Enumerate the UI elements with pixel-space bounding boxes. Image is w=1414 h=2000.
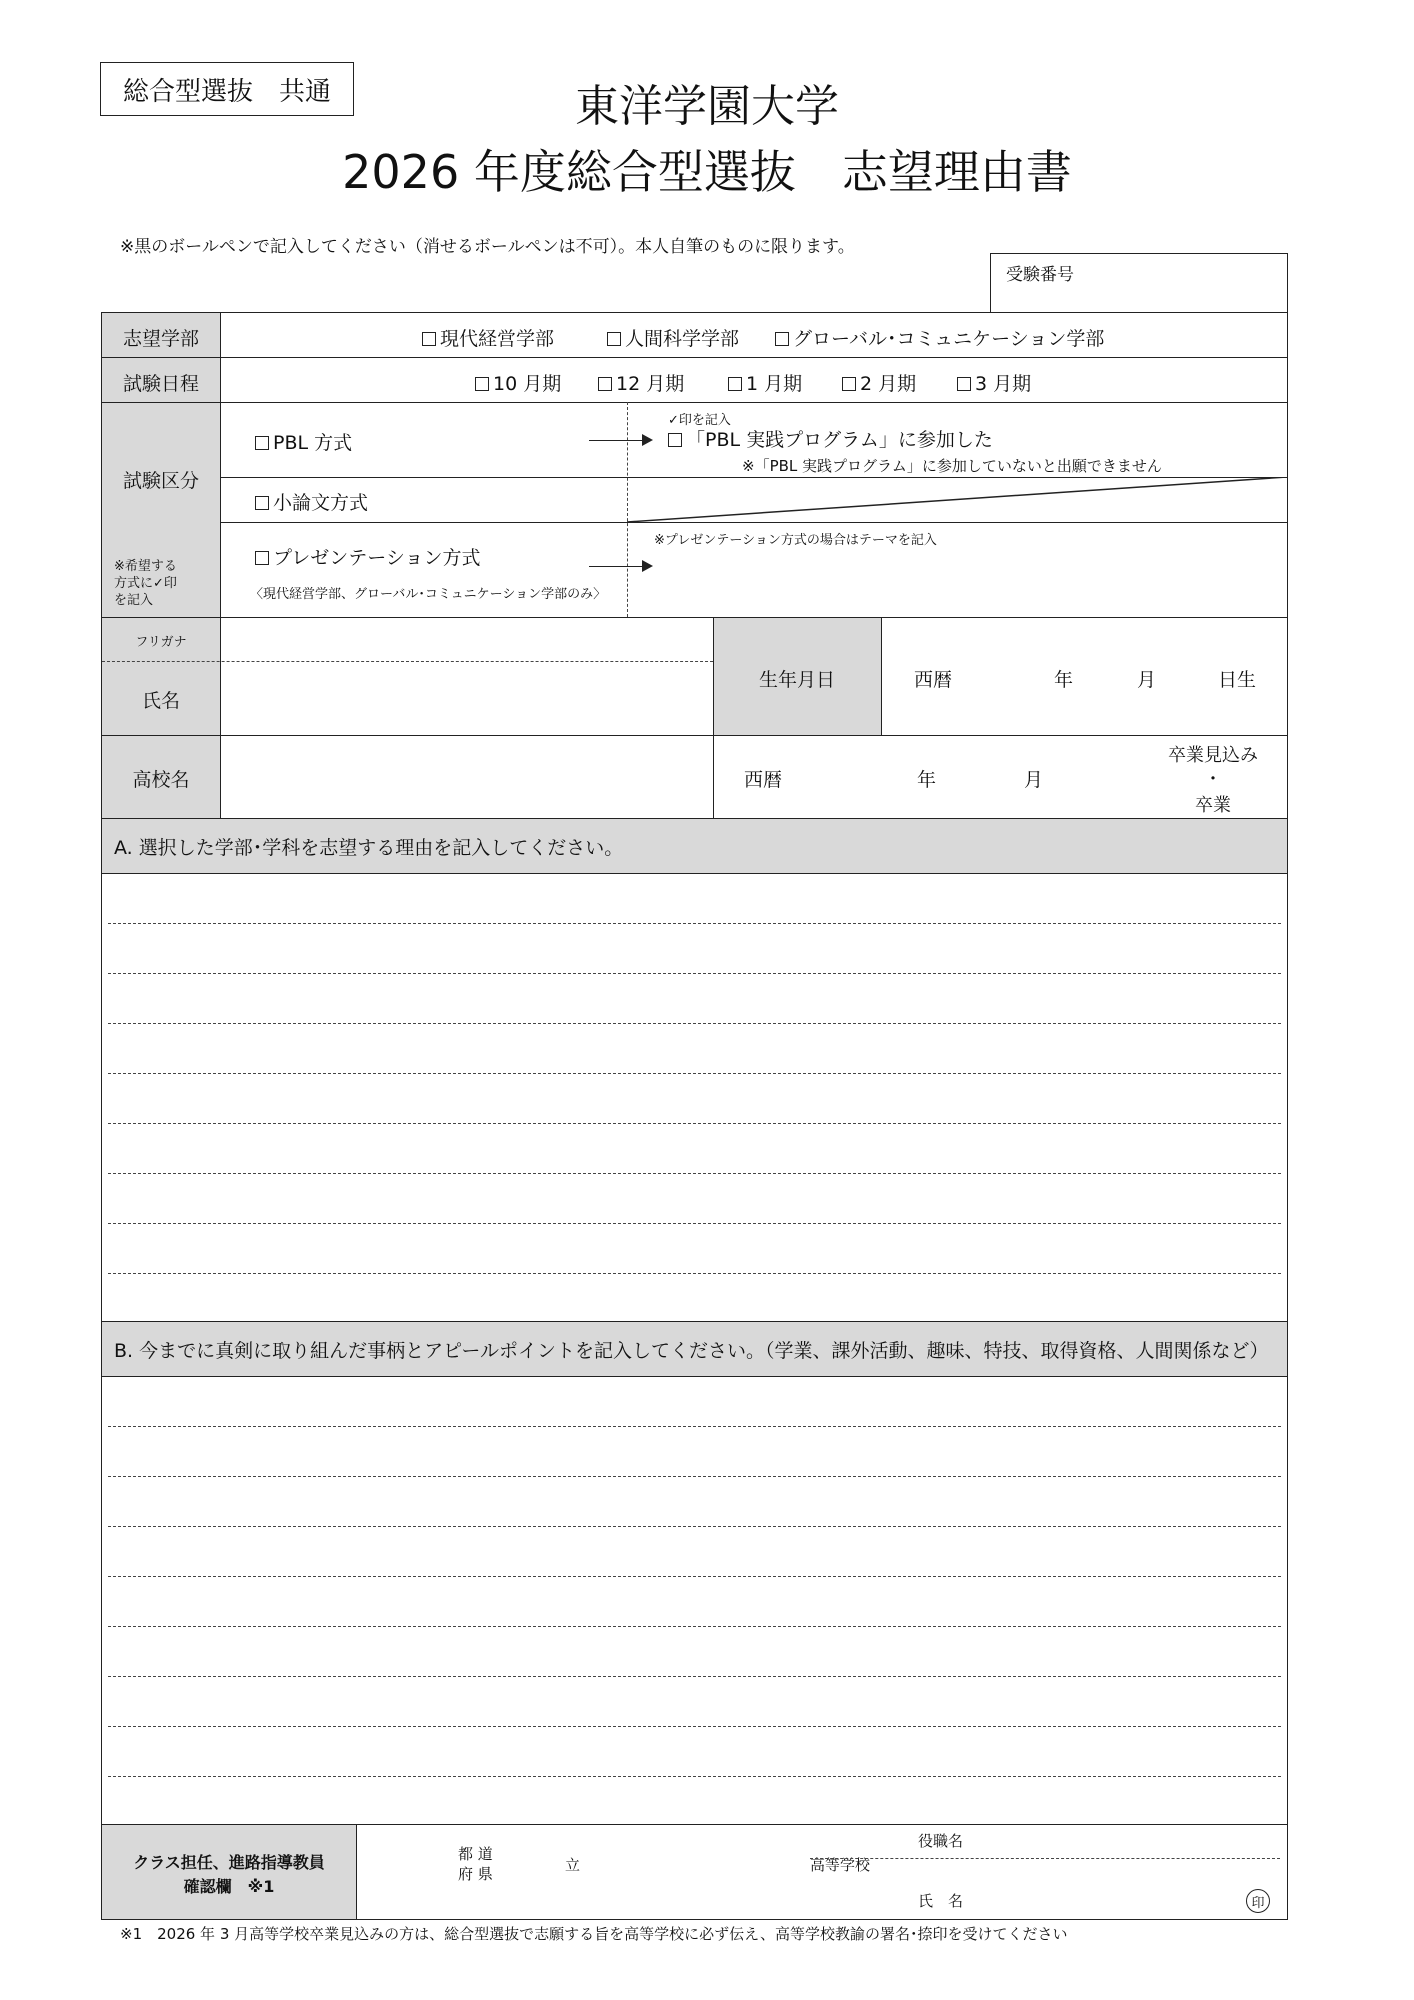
checkbox-icon bbox=[842, 377, 856, 391]
checkbox-icon bbox=[957, 377, 971, 391]
exam-type-note-line1: ※希望する bbox=[114, 559, 177, 574]
university-name: 東洋学園大学 bbox=[575, 81, 839, 132]
arrow-right-icon bbox=[589, 440, 651, 441]
birth-day-unit: 日生 bbox=[1218, 669, 1257, 691]
teacher-label-line1: クラス担任、進路指導教員 bbox=[133, 1853, 325, 1872]
checkbox-icon bbox=[255, 436, 269, 450]
school-label: 高校名 bbox=[132, 769, 190, 791]
exam-type-note-line3: を記入 bbox=[114, 593, 154, 608]
exam-type-note-line2: 方式に✓印 bbox=[114, 576, 177, 591]
writing-instruction: ※黒のボールペンで記入してください（消せるボールペンは不可）。本人自筆のものに限ります。 bbox=[120, 237, 855, 257]
presentation-scope-note: 〈現代経営学部、グローバル･コミュニケーション学部のみ〉 bbox=[250, 587, 607, 602]
pbl-check-hint: ✓印を記入 bbox=[668, 413, 731, 428]
presentation-theme-field[interactable] bbox=[662, 549, 1282, 611]
seal-icon: 印 bbox=[1246, 1889, 1270, 1913]
not-applicable-diagonal bbox=[627, 477, 1287, 522]
schedule-option-december[interactable]: 12 月期 bbox=[598, 369, 684, 396]
graduation-year-unit: 年 bbox=[917, 769, 937, 791]
birth-year-unit: 年 bbox=[1054, 669, 1074, 691]
section-a-answer-area[interactable] bbox=[108, 875, 1281, 1319]
checkbox-icon bbox=[607, 332, 621, 346]
graduation-month-unit: 月 bbox=[1024, 769, 1044, 791]
document-title: 2026 年度総合型選抜 志望理由書 bbox=[342, 145, 1072, 199]
schedule-label: 試験日程 bbox=[122, 373, 199, 395]
checkbox-icon bbox=[255, 496, 269, 510]
name-field[interactable] bbox=[222, 663, 711, 733]
schedule-option-january[interactable]: 1 月期 bbox=[728, 369, 802, 396]
furigana-field[interactable] bbox=[222, 619, 711, 659]
checkbox-icon bbox=[422, 332, 436, 346]
checkbox-icon bbox=[255, 551, 269, 565]
presentation-theme-hint: ※プレゼンテーション方式の場合はテーマを記入 bbox=[654, 533, 937, 548]
schedule-option-october[interactable]: 10 月期 bbox=[475, 369, 561, 396]
teacher-name-label: 氏 名 bbox=[918, 1892, 964, 1910]
exam-type-option-pbl[interactable]: PBL 方式 bbox=[255, 428, 352, 455]
prefecture-line2: 府 県 bbox=[458, 1865, 493, 1883]
selection-type-tag: 総合型選抜 共通 bbox=[100, 62, 354, 116]
school-name-field[interactable] bbox=[222, 737, 711, 816]
pbl-warning: ※「PBL 実践プログラム」に参加していないと出願できません bbox=[742, 457, 1162, 475]
teacher-confirmation-field[interactable] bbox=[358, 1826, 1285, 1917]
birth-month-unit: 月 bbox=[1137, 669, 1157, 691]
teacher-label-line2: 確認欄 ※1 bbox=[183, 1877, 275, 1896]
faculty-option-human-science[interactable]: 人間科学学部 bbox=[607, 324, 739, 351]
position-label: 役職名 bbox=[918, 1832, 964, 1850]
section-b-title: B. 今までに真剣に取り組んだ事柄とアピールポイントを記入してください。（学業、課外活動、趣味、特技、取得資格、人間関係など） bbox=[114, 1340, 1269, 1362]
checkbox-icon bbox=[728, 377, 742, 391]
exam-type-option-presentation[interactable]: プレゼンテーション方式 bbox=[255, 543, 480, 570]
footnote: ※1 2026 年 3 月高等学校卒業見込みの方は、総合型選抜で志願する旨を高等学校に必ず伝え、高等学校教諭の署名･捺印を受けてください bbox=[120, 1925, 1068, 1943]
name-label: 氏名 bbox=[141, 690, 180, 712]
faculty-label: 志望学部 bbox=[122, 328, 199, 350]
furigana-label: フリガナ bbox=[135, 635, 187, 650]
application-form bbox=[101, 312, 1288, 1920]
prefecture-line1: 都 道 bbox=[458, 1845, 493, 1863]
graduation-era: 西暦 bbox=[744, 769, 783, 791]
section-b-answer-area[interactable] bbox=[108, 1378, 1281, 1822]
exam-type-option-essay[interactable]: 小論文方式 bbox=[255, 488, 368, 515]
public-suffix: 立 bbox=[565, 1856, 581, 1874]
checkbox-icon bbox=[598, 377, 612, 391]
faculty-option-global-communication[interactable]: グローバル･コミュニケーション学部 bbox=[775, 324, 1104, 351]
high-school-suffix: 高等学校 bbox=[810, 1856, 871, 1874]
exam-number-label: 受験番号 bbox=[1006, 265, 1074, 285]
pbl-program-checkbox[interactable]: 「PBL 実践プログラム」に参加した bbox=[668, 425, 993, 452]
checkbox-icon bbox=[668, 433, 682, 447]
graduation-status-separator: ・ bbox=[1204, 769, 1222, 790]
faculty-option-management[interactable]: 現代経営学部 bbox=[422, 324, 554, 351]
schedule-option-february[interactable]: 2 月期 bbox=[842, 369, 916, 396]
section-a-title: A. 選択した学部･学科を志望する理由を記入してください。 bbox=[114, 837, 624, 859]
arrow-right-icon bbox=[589, 566, 651, 567]
birth-era: 西暦 bbox=[914, 669, 953, 691]
graduation-status-graduated: 卒業 bbox=[1195, 795, 1231, 816]
birth-label: 生年月日 bbox=[758, 669, 835, 691]
schedule-option-march[interactable]: 3 月期 bbox=[957, 369, 1031, 396]
checkbox-icon bbox=[775, 332, 789, 346]
checkbox-icon bbox=[475, 377, 489, 391]
graduation-status-expected: 卒業見込み bbox=[1168, 745, 1258, 766]
exam-type-label: 試験区分 bbox=[122, 470, 199, 492]
